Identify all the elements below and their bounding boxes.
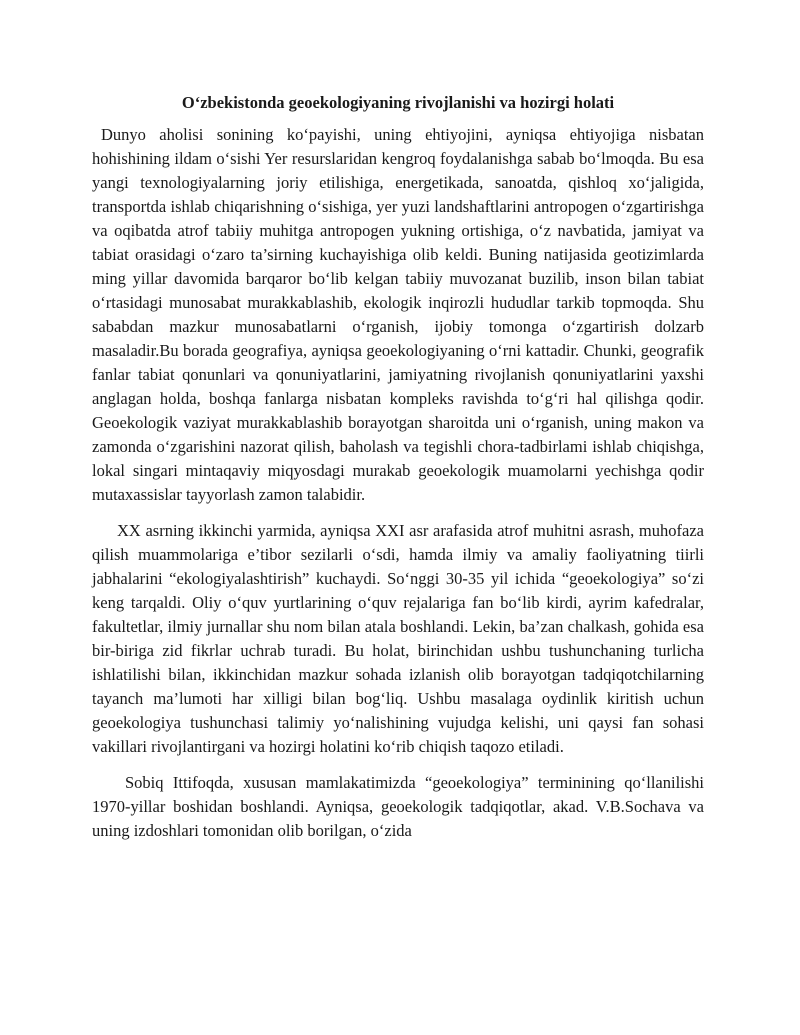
- paragraph-1: Dunyo aholisi sonining ko‘payishi, uning ehtiyojini, ayniqsa ehtiyojiga nisbatan hohishining ildam o‘sishi Yer resurslaridan kengroq foydalanishga sabab bo‘lmoqda. Bu esa yangi texnologiyalarning joriy etilishiga, energetikada, sanoatda, qishloq xo‘jaligida, transportda ishlab chiqarishning o‘sishiga, yer yuzi landshaftlarini antropogen o‘zgartirishga va oqibatda atrof tabiiy muhitga antropogen yukning ortishiga, o‘z navbatida, jamiyat va tabiat orasidagi o‘zaro ta’sirning kuchayishiga olib keldi. Buning natijasida geotizimlarda ming yillar davomida barqaror bo‘lib kelgan tabiiy muvozanat buzilib, inson bilan tabiat o‘rtasidagi munosabat murakkablashib, ekologik inqirozli hududlar tarkib topmoqda. Shu sababdan mazkur munosabatlarni o‘rganish, ijobiy tomonga o‘zgartirish dolzarb masaladir.Bu borada geografiya, ayniqsa geoekologiyaning o‘rni kattadir. Chunki, geografik fanlar tabiat qonunlari va qonuniyatlarini, jamiyatning rivojlanish qonuniyatlarini yaxshi anglagan holda, boshqa fanlarga nisbatan kompleks ravishda to‘g‘ri hal qilishga qodir. Geoekologik vaziyat murakkablashib borayotgan sharoitda uni o‘rganish, uning makon va zamonda o‘zgarishini nazorat qilish, baholash va tegishli chora-tadbirlami ishlab chiqishga, lokal singari mintaqaviy miqyosdagi murakab geoekologik muamolarni yechishga qodir mutaxassislar tayyorlash zamon talabidir.: [92, 125, 704, 504]
- paragraph-3: Sobiq Ittifoqda, xususan mamlakatimizda “geoekologiya” terminining qo‘llanilishi 1970-yillar boshidan boshlandi. Ayniqsa, geoekologik tadqiqotlar, akad. V.B.Sochava va uning izdoshlari tomonidan olib borilgan, o‘zida: [92, 773, 704, 840]
- paragraph-2: XX asrning ikkinchi yarmida, ayniqsa XXI asr arafasida atrof muhitni asrash, muhofaza qilish muammolariga e’tibor sezilarli o‘sdi, hamda ilmiy va amaliy faoliyatning tiirli jabhalarini “ekologiyalashtirish” kuchaydi. So‘nggi 30-35 yil ichida “geoekologiya” so‘zi keng tarqaldi. Oliy o‘quv yurtlarining o‘quv rejalariga fan bo‘lib kirdi, ayrim kafedralar, fakultetlar, ilmiy jurnallar shu nom bilan atala boshlandi. Lekin, ba’zan chalkash, gohida esa bir-biriga zid fikrlar uchrab turadi. Bu holat, birinchidan ushbu tushunchaning turlicha ishlatilishi bilan, ikkinchidan mazkur sohada izlanish olib borayotgan tadqiqotchilarning tayanch ma’lumoti har xilligi bilan bog‘liq. Ushbu masalaga oydinlik kiritish uchun geoekologiya tushunchasi talimiy yo‘nalishining vujudga kelishi, uni qaysi fan sohasi vakillari rivojlantirgani va hozirgi holatini ko‘rib chiqish taqozo etiladi.: [92, 521, 704, 756]
- document-title: O‘zbekistonda geoekologiyaning rivojlanishi va hozirgi holati: [181, 93, 615, 112]
- document-page: [92, 91, 704, 843]
